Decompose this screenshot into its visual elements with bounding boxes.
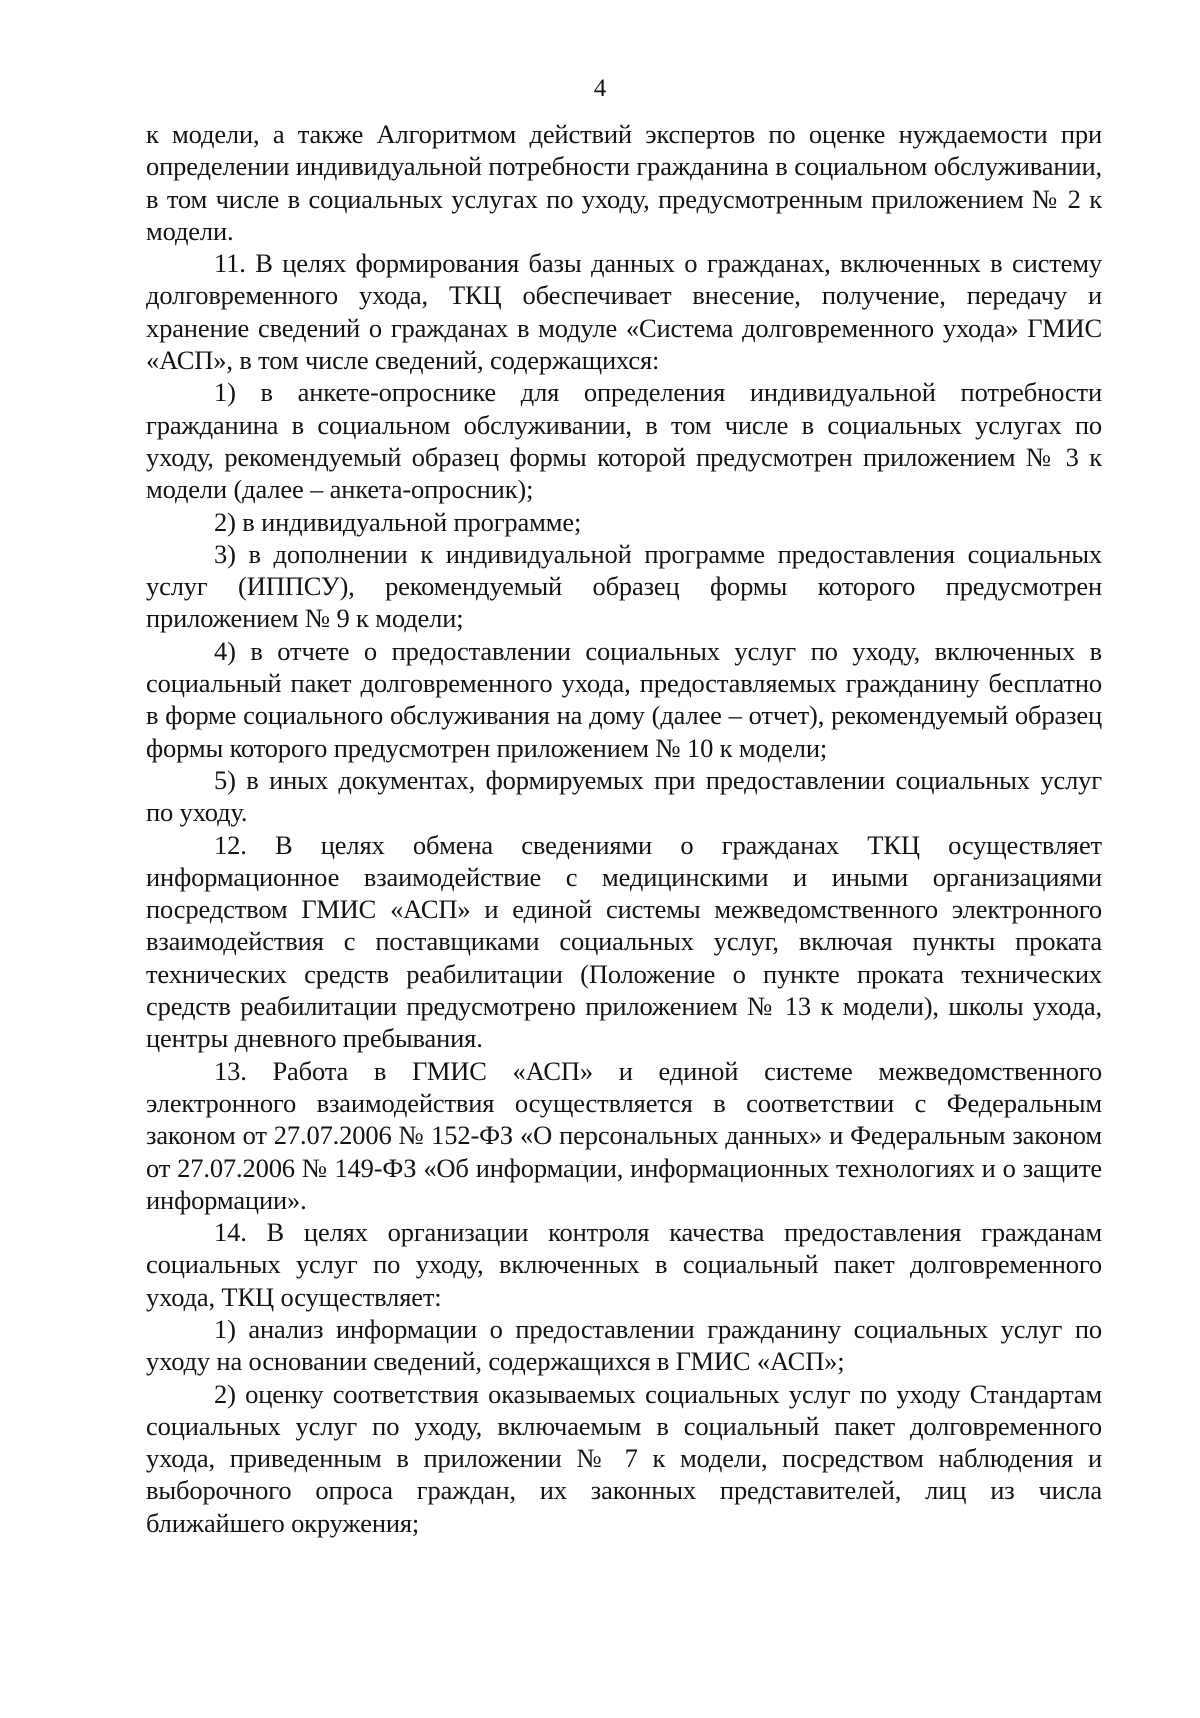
paragraph-item-14: 14. В целях организации контроля качества предоставления гражданам социальных услуг по уходу, включенных в социальный пакет долговременного ухода, ТКЦ осуществляет:: [146, 1217, 1102, 1312]
document-body: [146, 118, 1102, 1539]
paragraph-item-13: 13. Работа в ГМИС «АСП» и единой системе межведомственного электронного взаимодействия осуществляется в соответствии с Федеральным законом от 27.07.2006 № 152-ФЗ «О персональных данных» и Федеральным законом от 27.07.2006 № 149-ФЗ «Об информации, информационных технологиях и о защите информации».: [146, 1055, 1102, 1215]
page-number: 4: [593, 75, 607, 102]
paragraph-subitem-11-5: 5) в иных документах, формируемых при предоставлении социальных услуг по уходу.: [146, 764, 1102, 828]
paragraph-item-11: 11. В целях формирования базы данных о гражданах, включенных в систему долговременного ухода, ТКЦ обеспечивает внесение, получение, передачу и хранение сведений о гражданах в модуле «Система долговременного ухода» ГМИС «АСП», в том числе сведений, содержащихся:: [146, 248, 1102, 376]
paragraph-subitem-14-1: 1) анализ информации о предоставлении гражданину социальных услуг по уходу на основании сведений, содержащихся в ГМИС «АСП»;: [146, 1313, 1102, 1377]
paragraph-subitem-11-2: 2) в индивидуальной программе;: [214, 506, 582, 537]
paragraph-item-12: 12. В целях обмена сведениями о гражданах ТКЦ осуществляет информационное взаимодействие с медицинскими и иными организациями посредством ГМИС «АСП» и единой системы межведомственного электронного взаимодействия с поставщиками социальных услуг, включая пункты проката технических средств реабилитации (Положение о пункте проката технических средств реабилитации предусмотрено приложением № 13 к модели), школы ухода, центры дневного пребывания.: [146, 829, 1102, 1054]
paragraph-subitem-11-4: 4) в отчете о предоставлении социальных услуг по уходу, включенных в социальный пакет долговременного ухода, предоставляемых гражданину бесплатно в форме социального обслуживания на дому (далее – отчет), рекомендуемый образец формы которого предусмотрен приложением № 10 к модели;: [146, 635, 1102, 763]
paragraph-subitem-11-1: 1) в анкете-опроснике для определения индивидуальной потребности гражданина в социальном обслуживании, в том числе в социальных услугах по уходу, рекомендуемый образец формы которой предусмотрен приложением № 3 к модели (далее – анкета-опросник);: [146, 377, 1102, 505]
paragraph-subitem-14-2: 2) оценку соответствия оказываемых социальных услуг по уходу Стандартам социальных услуг по уходу, включаемым в социальный пакет долговременного ухода, приведенным в приложении № 7 к модели, посредством наблюдения и выборочного опроса граждан, их законных представителей, лиц из числа ближайшего окружения;: [146, 1378, 1102, 1538]
paragraph-subitem-11-3: 3) в дополнении к индивидуальной программе предоставления социальных услуг (ИППСУ), рекомендуемый образец формы которого предусмотрен приложением № 9 к модели;: [146, 538, 1102, 634]
paragraph-continuation: к модели, а также Алгоритмом действий экспертов по оценке нуждаемости при определении индивидуальной потребности гражданина в социальном обслуживании, в том числе в социальных услугах по уходу, предусмотренным приложением № 2 к модели.: [146, 119, 1102, 246]
